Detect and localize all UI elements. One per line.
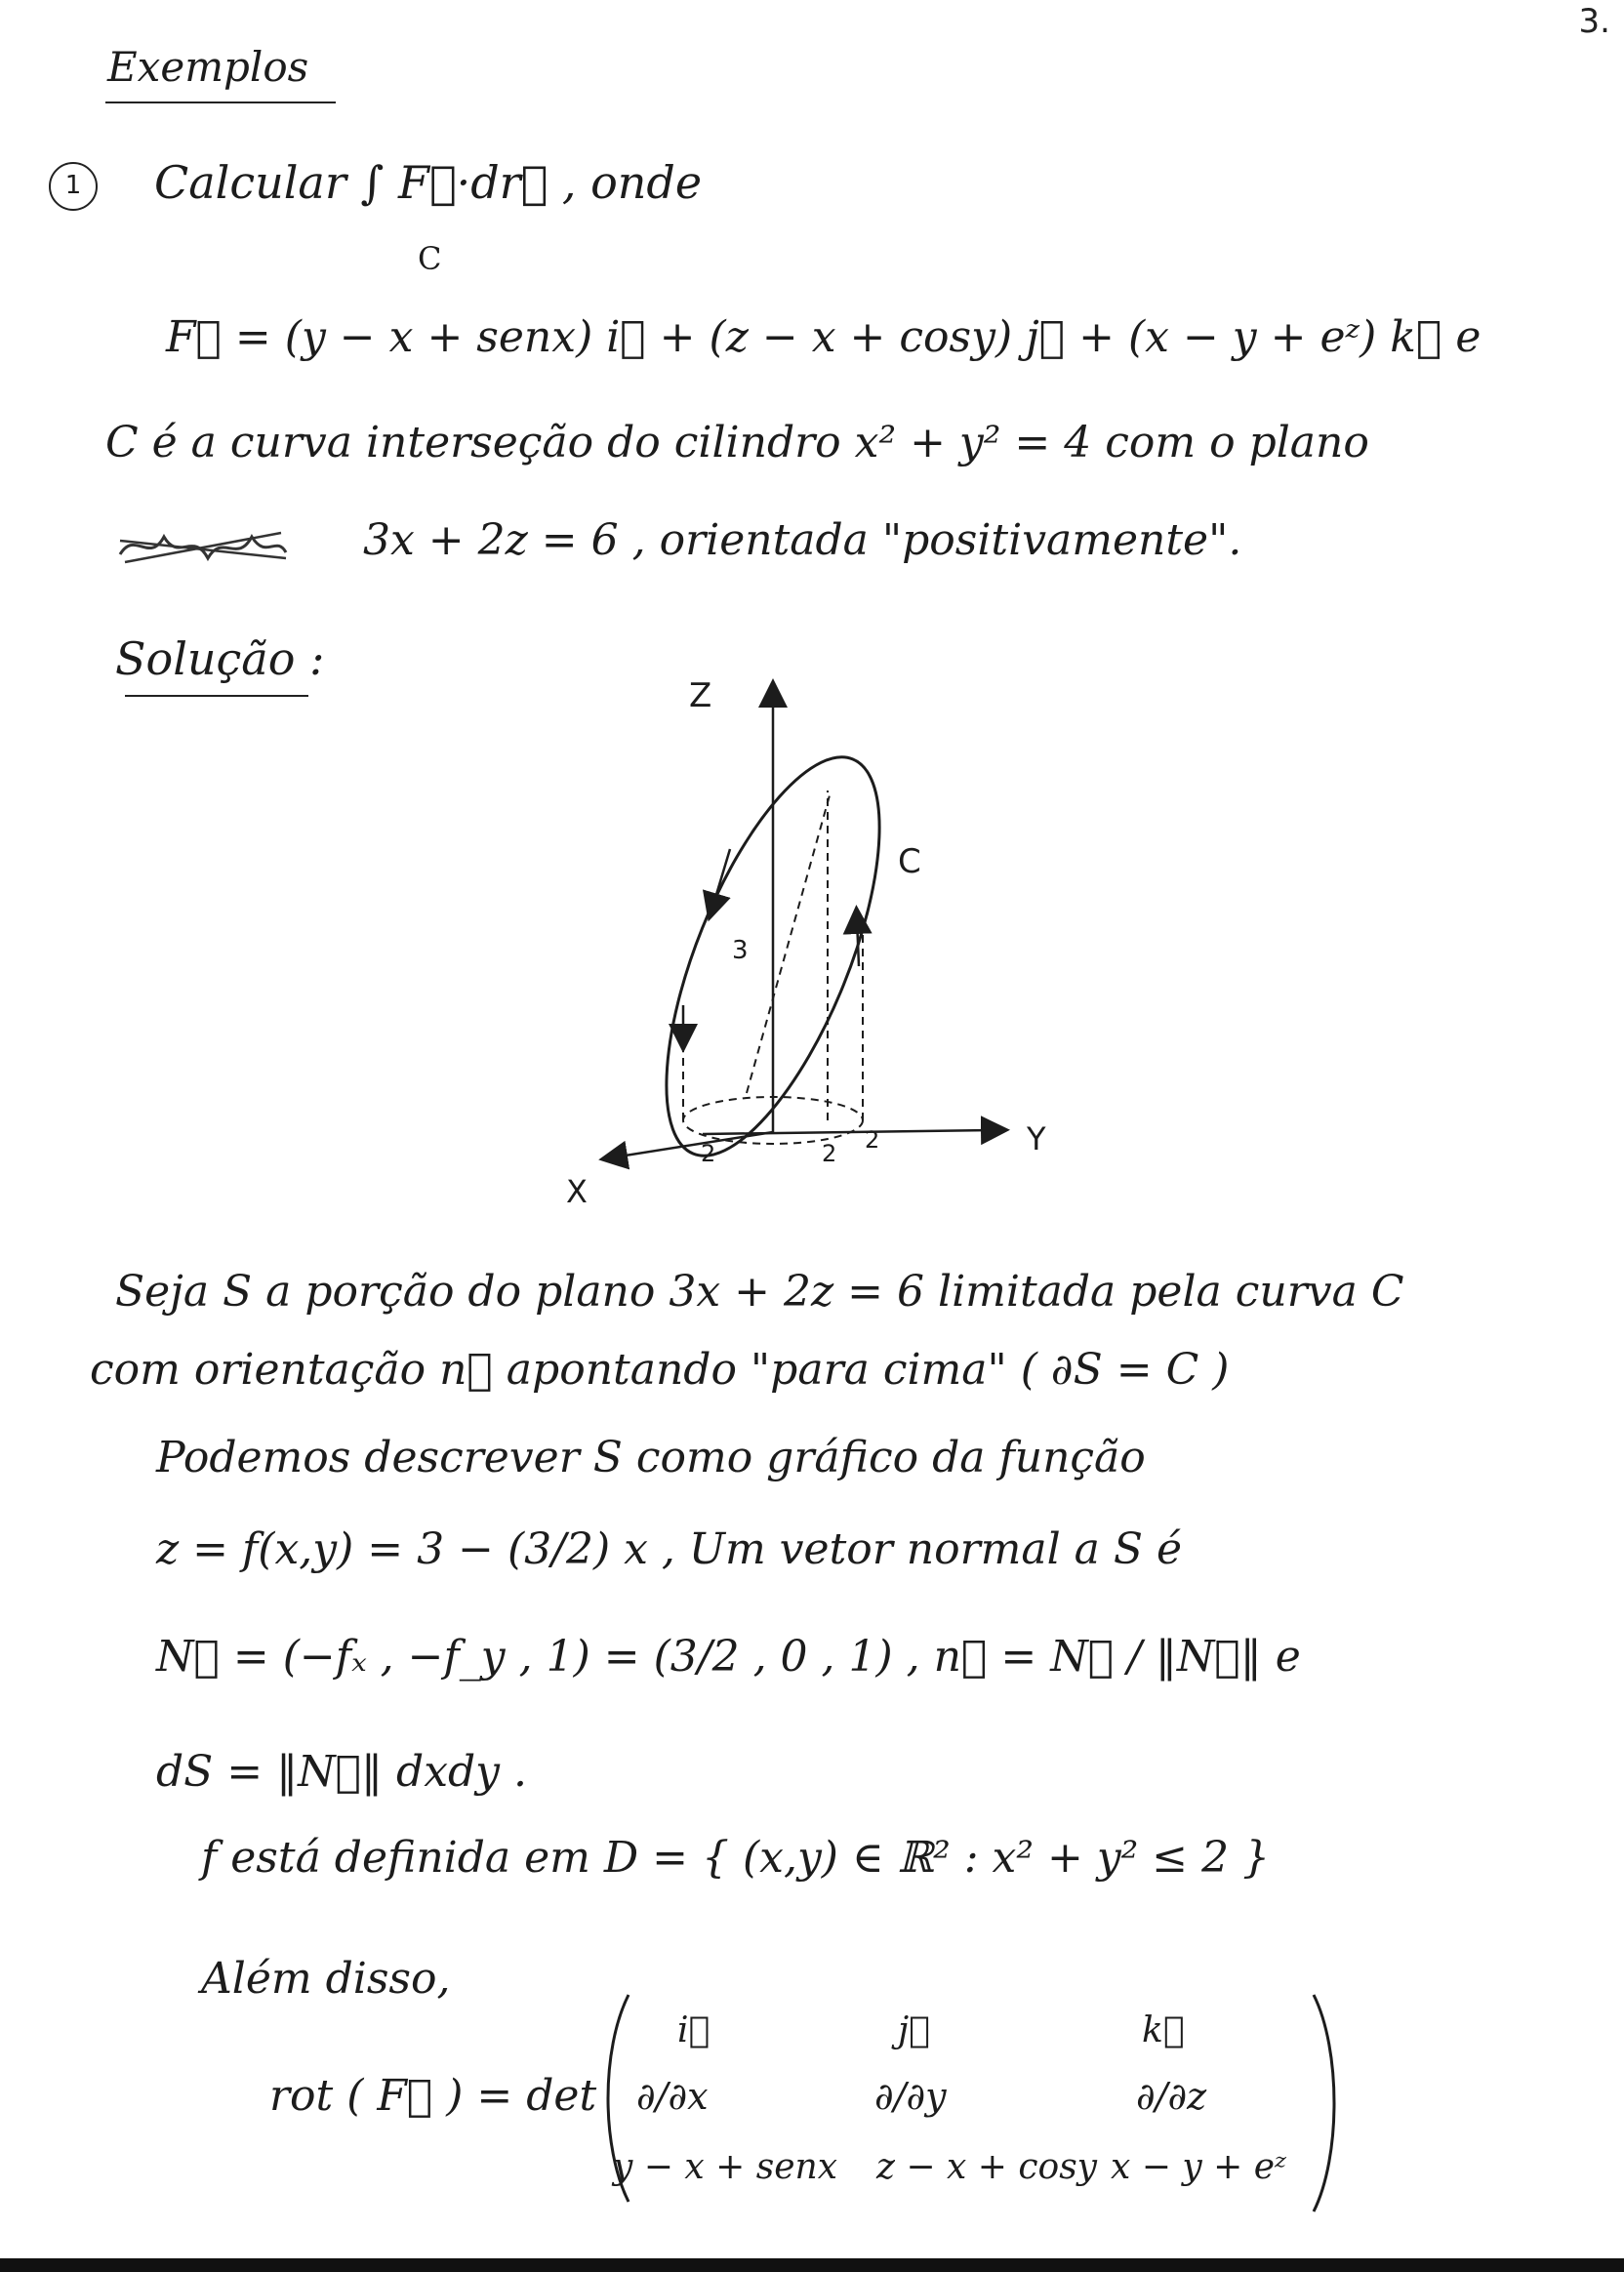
vector-field-definition: F⃗ = (y − x + senx) i⃗ + (z − x + cosy) j⃗ + (x − y + eᶻ) k⃗ e bbox=[166, 312, 1482, 362]
matrix-cell-p: y − x + senx bbox=[613, 2147, 838, 2187]
integral-subscript: C bbox=[418, 240, 442, 277]
section-title: Exemplos bbox=[107, 43, 309, 91]
body-line-3: Podemos descrever S como gráfico da função bbox=[156, 1433, 1146, 1482]
orientation-arrow-left-upper bbox=[712, 849, 730, 908]
body-line-4: z = f(x,y) = 3 − (3/2) x , Um vetor normal a S é bbox=[156, 1524, 1183, 1574]
problem-statement: Calcular ∫ F⃗·dr⃗ , onde bbox=[154, 156, 703, 209]
plane-definition: 3x + 2z = 6 , orientada "positivamente". bbox=[363, 515, 1242, 565]
page-number: 3. bbox=[1578, 2, 1610, 41]
y-tick-label-2: 2 bbox=[822, 1140, 837, 1167]
matrix-cell-dy: ∂/∂y bbox=[874, 2075, 947, 2118]
z-axis-label: Z bbox=[689, 676, 712, 715]
curve-label: C bbox=[898, 842, 921, 881]
matrix-cell-i: i⃗ bbox=[677, 2010, 710, 2050]
curve-definition: C é a curva interseção do cilindro x² + y² = 4 com o plano bbox=[105, 418, 1369, 467]
rot-lhs: rot ( F⃗ ) = det bbox=[269, 2071, 597, 2121]
body-line-7: f está definida em D = { (x,y) ∈ ℝ² : x² + y² ≤ 2 } bbox=[201, 1833, 1271, 1883]
matrix-cell-j: j⃗ bbox=[898, 2010, 930, 2050]
solution-underline bbox=[125, 695, 308, 697]
y-tick-label-1: 2 bbox=[865, 1126, 880, 1154]
matrix-cell-q: z − x + cosy bbox=[876, 2147, 1098, 2187]
orientation-arrow-right bbox=[857, 919, 859, 966]
body-line-6: dS = ‖N⃗‖ dxdy . bbox=[156, 1747, 528, 1797]
body-line-5: N⃗ = (−fₓ , −f_y , 1) = (3/2 , 0 , 1) , n⃗ = N⃗ / ‖N⃗‖ e bbox=[156, 1632, 1301, 1682]
example-number: 1 bbox=[49, 162, 98, 211]
z-intercept-label: 3 bbox=[732, 936, 749, 965]
x-axis-label: X bbox=[566, 1173, 588, 1210]
page-bottom-border bbox=[0, 2258, 1624, 2272]
title-underline bbox=[105, 101, 336, 103]
crossed-out-scribble bbox=[115, 525, 291, 570]
matrix-cell-r: x − y + eᶻ bbox=[1111, 2147, 1286, 2187]
matrix-cell-dz: ∂/∂z bbox=[1136, 2075, 1207, 2118]
matrix-right-paren bbox=[1308, 1991, 1347, 2215]
x-tick-label: 2 bbox=[701, 1140, 716, 1167]
body-line-1: Seja S a porção do plano 3x + 2z = 6 limitada pela curva C bbox=[115, 1267, 1404, 1317]
body-line-8: Além disso, bbox=[201, 1954, 451, 2004]
body-line-2: com orientação n⃗ apontando "para cima" ( ∂S = C ) bbox=[90, 1345, 1230, 1395]
matrix-cell-k: k⃗ bbox=[1142, 2010, 1185, 2050]
diagonal-dashed bbox=[747, 795, 830, 1093]
solution-heading: Solução : bbox=[115, 632, 325, 685]
y-axis-label: Y bbox=[1027, 1120, 1046, 1157]
cylinder-plane-diagram bbox=[547, 664, 1093, 1210]
matrix-cell-dx: ∂/∂x bbox=[636, 2075, 709, 2118]
